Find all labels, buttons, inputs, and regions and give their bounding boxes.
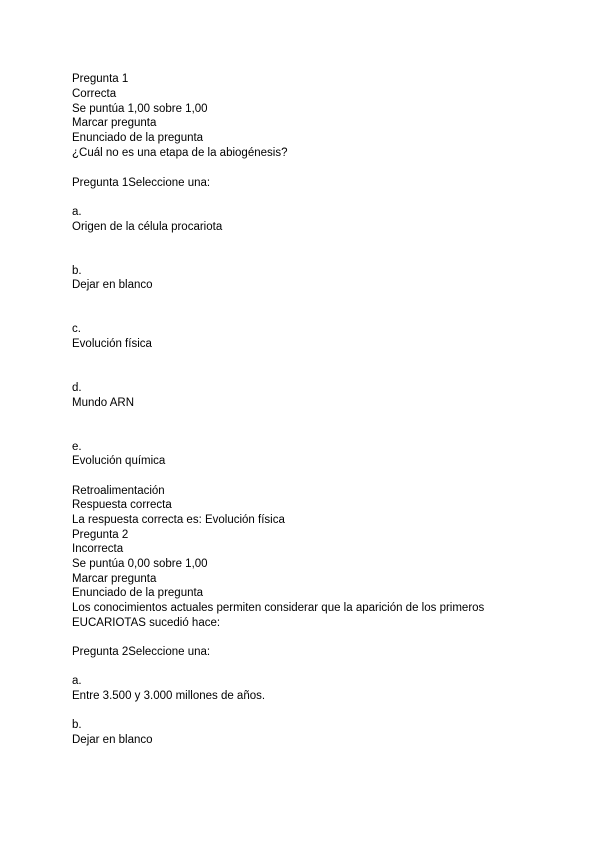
q1-option-b-letter: b. (72, 265, 82, 277)
q1-option-a-letter: a. (72, 206, 82, 218)
q1-option-c[interactable]: Evolución física (72, 338, 152, 350)
question-1-title: Pregunta 1 (72, 73, 129, 85)
question-1-feedback-label: Retroalimentación (72, 485, 165, 497)
question-1-feedback-result: Respuesta correcta (72, 499, 172, 511)
q1-option-b[interactable]: Dejar en blanco (72, 279, 153, 291)
q1-option-d-letter: d. (72, 382, 82, 394)
question-2-status: Incorrecta (72, 543, 124, 555)
q2-option-b-letter: b. (72, 719, 82, 731)
question-2-flag-link[interactable]: Marcar pregunta (72, 573, 157, 585)
q2-option-b[interactable]: Dejar en blanco (72, 734, 153, 746)
question-1-text: ¿Cuál no es una etapa de la abiogénesis? (72, 147, 288, 159)
q1-option-e[interactable]: Evolución química (72, 455, 166, 467)
question-2-title: Pregunta 2 (72, 529, 129, 541)
question-2-select-prompt: Pregunta 2Seleccione una: (72, 646, 211, 658)
question-2-text-line-2: EUCARIOTAS sucedió hace: (72, 617, 221, 629)
question-1-correct-answer: La respuesta correcta es: Evolución física (72, 514, 285, 526)
question-1-flag-link[interactable]: Marcar pregunta (72, 117, 157, 129)
question-1-select-prompt: Pregunta 1Seleccione una: (72, 177, 211, 189)
question-1-score: Se puntúa 1,00 sobre 1,00 (72, 103, 208, 115)
question-2-score: Se puntúa 0,00 sobre 1,00 (72, 558, 208, 570)
question-1-statement-label: Enunciado de la pregunta (72, 132, 204, 144)
q1-option-a[interactable]: Origen de la célula procariota (72, 221, 223, 233)
question-1-status: Correcta (72, 88, 117, 100)
q1-option-e-letter: e. (72, 441, 82, 453)
q1-option-d[interactable]: Mundo ARN (72, 397, 135, 409)
question-2-text-line-1: Los conocimientos actuales permiten considerar que la aparición de los primeros (72, 602, 485, 614)
q2-option-a[interactable]: Entre 3.500 y 3.000 millones de años. (72, 690, 266, 702)
q2-option-a-letter: a. (72, 675, 82, 687)
question-2-statement-label: Enunciado de la pregunta (72, 587, 204, 599)
q1-option-c-letter: c. (72, 323, 81, 335)
